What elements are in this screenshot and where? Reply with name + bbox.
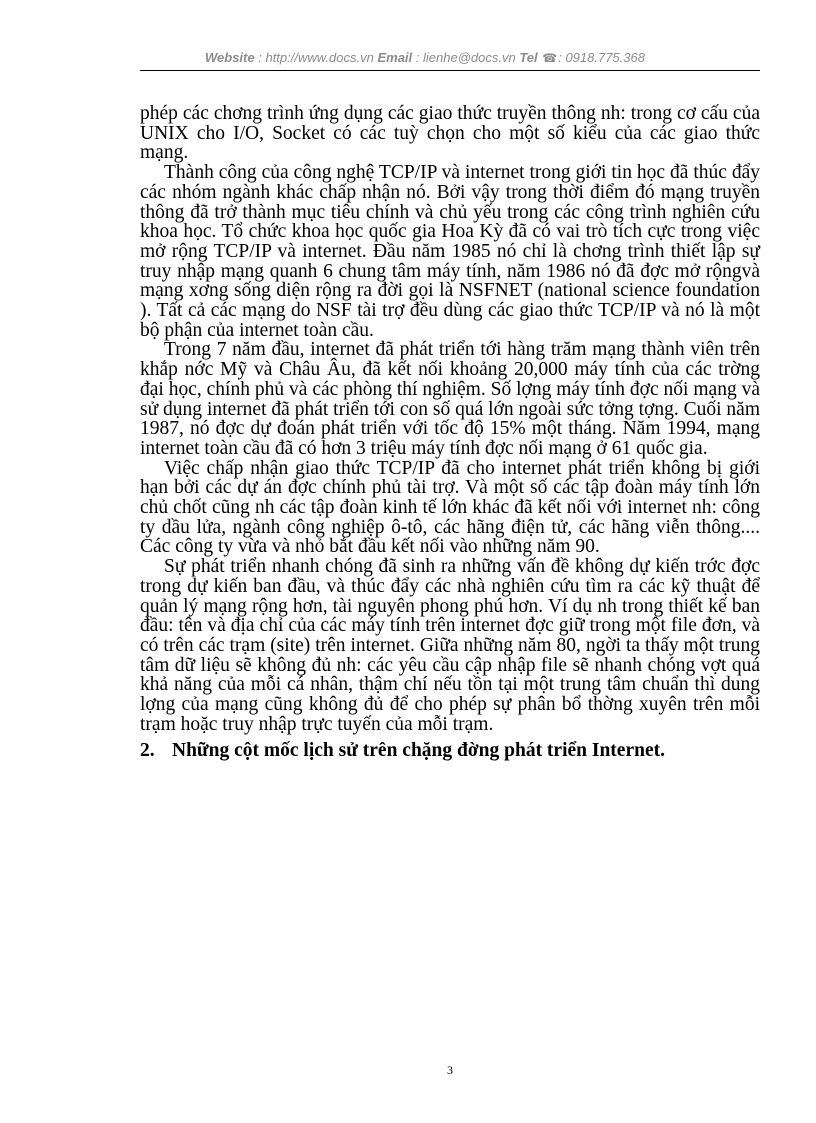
section-title: Những cột mốc lịch sử trên chặng đờng phát triển Internet. [172, 739, 665, 761]
section-number: 2. [140, 739, 155, 761]
document-body [140, 104, 760, 761]
email-value: : lienhe@docs.vn [415, 50, 516, 65]
paragraph-tcpip-success: Thành công của công nghệ TCP/IP và internet trong giới tin học đã thúc đẩy các nhóm ngành khác chấp nhận nó. Bởi vậy trong thời điểm đó mạng truyền thông đã trở thành mục tiêu chính và chủ yếu trong các công trình nghiên cứu khoa học. Tổ chức khoa học quốc gia Hoa Kỳ đã có vai trò tích cực trong việc mở rộng TCP/IP và internet. Đầu năm 1985 nó chỉ là chơng trình thiết lập sự truy nhập mạng quanh 6 chung tâm máy tính, năm 1986 nó đã đợc mở rộngvà mạng xơng sống diện rộng ra đời gọi là NSFNET (national science foundation ). Tất cả các mạng do NSF tài trợ đều dùng các giao thức TCP/IP và nó là một bộ phận của internet toàn cầu. [140, 162, 760, 341]
page-number: 3 [447, 1063, 453, 1077]
email-label: Email [377, 50, 413, 65]
page-header [205, 50, 765, 70]
paragraph-continuation: phép các chơng trình ứng dụng các giao thức truyền thông nh: trong cơ cấu của UNIX cho I/O, Socket có các tuỳ chọn cho một số kiểu của các giao thức mạng. [140, 103, 760, 164]
paragraph-tcpip-adoption: Việc chấp nhận giao thức TCP/IP đã cho internet phát triển không bị giới hạn bởi các dự án đợc chính phủ tài trợ. Và một số các tập đoàn máy tính lớn chủ chốt cũng nh các tập đoàn kinh tế lớn khác đã kết nối với internet nh: công ty dầu lửa, ngành công nghiệp ô-tô, các hãng điện tử, các hãng viễn thông.... Các công ty vừa và nhỏ bắt đầu kết nối vào những năm 90. [140, 457, 760, 558]
phone-icon: ☎ [542, 51, 558, 65]
paragraph-internet-growth: Trong 7 năm đầu, internet đã phát triển tới hàng trăm mạng thành viên trên khắp nớc Mỹ và Châu Âu, đã kết nối khoảng 20,000 máy tính của các trờng đại học, chính phủ và các phòng thí nghiệm. Số lợng máy tính đợc nối mạng và sử dụng internet đã phát triển tới con số quá lớn ngoài sức tởng tợng. Cuối năm 1987, nó đợc dự đoán phát triển với tốc độ 15% một tháng. Năm 1994, mạng internet toàn cầu đã có hơn 3 triệu máy tính đợc nối mạng ở 61 quốc gia. [140, 339, 760, 459]
website-value: : http://www.docs.vn [258, 50, 374, 65]
header-divider [140, 70, 760, 71]
section-heading [140, 741, 760, 761]
tel-label: Tel [519, 50, 538, 65]
paragraph-rapid-development: Sự phát triển nhanh chóng đã sinh ra những vấn đề không dự kiến trớc đợc trong dự kiến ban đầu, và thúc đẩy các nhà nghiên cứu tìm ra các kỹ thuật để quản lý mạng rộng hơn, tài nguyên phong phú hơn. Ví dụ nh trong thiết kế ban đầu: tên và địa chỉ của các máy tính trên internet đợc giữ trong một file đơn, và có trên các trạm (site) trên internet. Giữa những năm 80, ngời ta thấy một trung tâm dữ liệu sẽ không đủ nh: các yêu cầu cập nhập file sẽ nhanh chóng vợt quá khả năng của mỗi cá nhân, thậm chí nếu tồn tại một trung tâm chuẩn thì dung lợng của mạng cũng không đủ để cho phép sự phân bổ thờng xuyên trên mỗi trạm hoặc truy nhập trực tuyến của mỗi trạm. [140, 556, 760, 735]
website-label: Website [205, 50, 255, 65]
tel-value: : 0918.775.368 [558, 50, 645, 65]
